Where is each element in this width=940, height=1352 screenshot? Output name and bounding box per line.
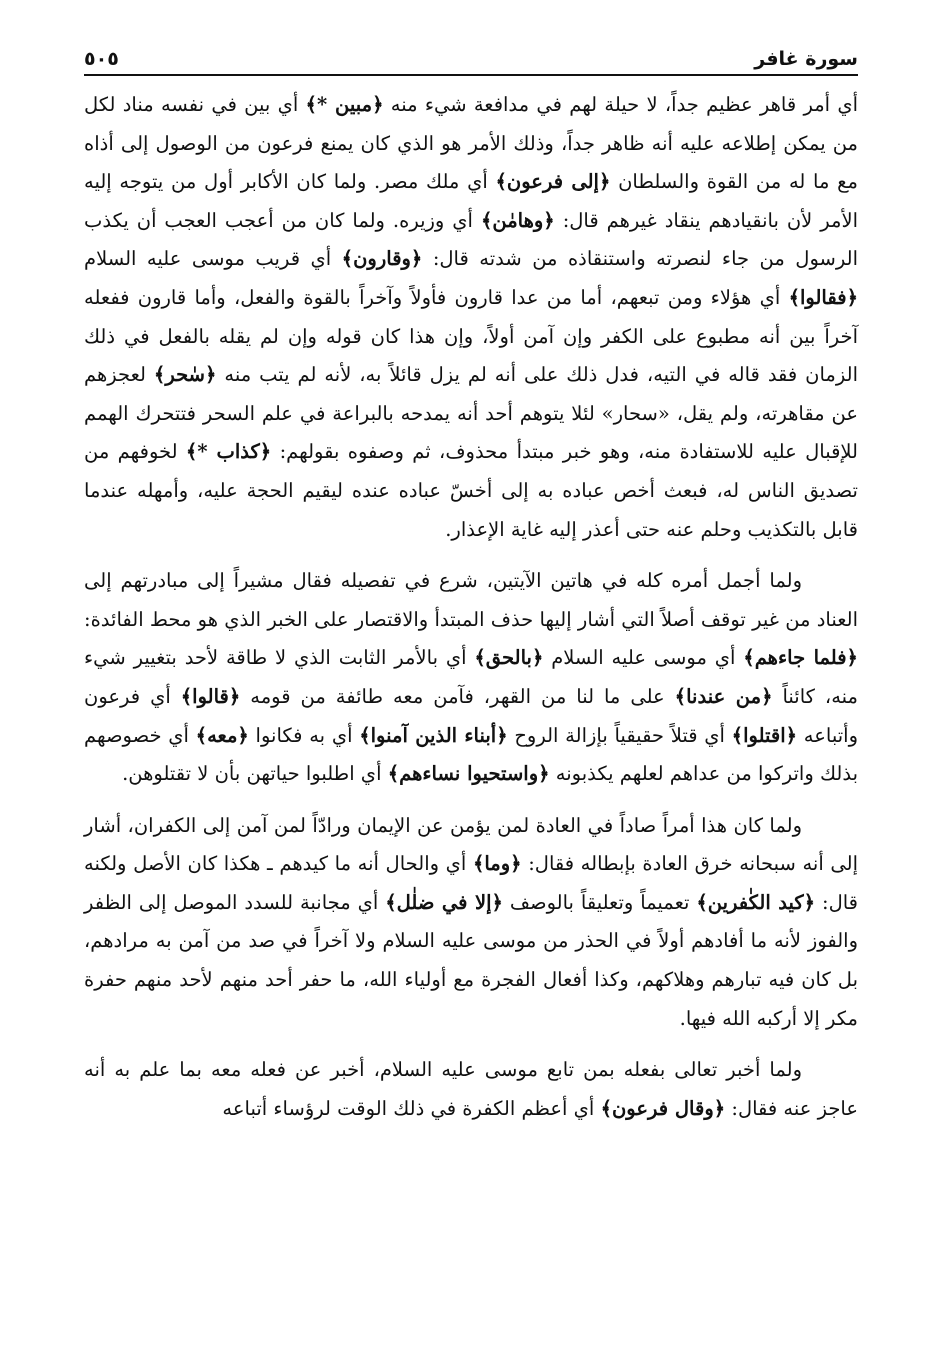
commentary-text: على ما لنا من القهر، فآمن معه طائفة من قومه [240, 684, 675, 708]
quran-quote: ﴿من عندنا﴾ [674, 684, 773, 708]
commentary-text: أي اطلبوا حياتهن بأن لا تقتلوهن. [122, 762, 388, 786]
commentary-text: ولما كان هذا أمراً صاداً في العادة لمن يؤمن عن الإيمان ورادّاً لمن آمن إلى الكفران، أشار إلى أنه سبحانه خرق العادة بإبطاله فقال: [84, 813, 858, 876]
paragraph [84, 1051, 858, 1128]
book-page [84, 40, 858, 1128]
quran-quote: ﴿سٰحر﴾ [153, 363, 217, 387]
quran-quote: ﴿إلى فرعون﴾ [495, 170, 611, 194]
quran-quote: ﴿وقارون﴾ [341, 247, 423, 271]
quran-quote: ﴿اقتلوا﴾ [731, 723, 798, 747]
quran-quote: ﴿وهامٰن﴾ [480, 208, 555, 232]
quran-quote: ﴿كذاب *﴾ [185, 440, 272, 464]
quran-quote: ﴿معه﴾ [195, 723, 249, 747]
commentary-text: أي وزيره. ولما كان من أعجب العجب أن يكذب الرسول من جاء لنصرته واستنقاذه من شدته قال: [84, 208, 858, 271]
commentary-text: أي أعظم الكفرة في ذلك الوقت لرؤساء أتباعه [222, 1096, 601, 1120]
commentary-text: ولما أخبر تعالى بفعله بمن تابع موسى عليه السلام، أخبر عن فعله معه بما علم به أنه عاجز عنه فقال: [84, 1058, 858, 1120]
paragraph [84, 562, 858, 794]
quran-quote: ﴿بالحق﴾ [474, 646, 544, 670]
page-number: ٥٠٥ [84, 48, 119, 70]
commentary-text: أي بالأمر الثابت الذي لا طاقة لأحد بتغيير شيء منه، كائناً [84, 646, 858, 708]
page-body [84, 86, 858, 1128]
commentary-text: لعجزهم عن مقاهرته، ولم يقل، «سحار» لئلا يتوهم أحد أنه يمدحه بالبراعة في علم السحر فتتحرك الهمم للإقبال عليه للاستفادة منه، وهو خبر مبتدأ محذوف، ثم وصفوه بقولهم: [84, 363, 858, 464]
commentary-text: أي ملك مصر. ولما كان الأكابر أول من يتوجه إليه الأمر لأن بانقيادهم ينقاد غيرهم قال: [84, 170, 858, 232]
quran-quote: ﴿فقالوا﴾ [788, 285, 858, 309]
commentary-text: لخوفهم من تصديق الناس له، فبعث أخص عباده به إلى أخسّ عباده عنده ليقيم الحجة عليه، وأمهله عندما قابل بالتكذيب وحلم عنه حتى أعذر إليه غاية الإعذار. [84, 440, 858, 541]
commentary-text: تعميماً وتعليقاً بالوصف [502, 890, 697, 914]
commentary-text: أي قتلاً حقيقياً بإزالة الروح [507, 723, 732, 747]
quran-quote: ﴿أبناء الذين آمنوا﴾ [359, 723, 508, 747]
commentary-text: أي بين في نفسه مناد لكل من يمكن إطلاعه عليه أنه ظاهر جداً، وذلك الأمر هو الذي كان يمنع فرعون من الوصول إلى أذاه مع ما له من القوة والسلطان [84, 93, 858, 194]
quran-quote: ﴿إلا في ضلٰل﴾ [385, 890, 503, 914]
commentary-text: ولما أجمل أمره كله في هاتين الآيتين، شرع في تفصيله فقال مشيراً إلى مبادرتهم إلى العناد من غير توقف أصلاً التي أشار إليها حذف المبتدأ والاقتصار على الخبر الذي هو محط الفائدة: [84, 569, 858, 631]
commentary-text: أي به فكانوا [248, 723, 360, 747]
commentary-text: أي خصوصهم بذلك واتركوا من عداهم لعلهم يكذبونه [84, 723, 858, 786]
quran-quote: ﴿قالوا﴾ [180, 684, 241, 708]
quran-quote: ﴿واستحيوا نساءهم﴾ [387, 762, 550, 786]
quran-quote: ﴿كيد الكٰفرين﴾ [696, 890, 816, 914]
paragraph [84, 807, 858, 1039]
quran-quote: ﴿فلما جاءهم﴾ [743, 646, 858, 670]
commentary-text: أي فرعون وأتباعه [84, 684, 858, 747]
quran-quote: ﴿وما﴾ [472, 852, 522, 876]
commentary-text: أي موسى عليه السلام [543, 646, 744, 670]
page-header [84, 40, 858, 76]
commentary-text: أي مجانبة للسدد الموصل إلى الظفر والفوز لأنه ما أفادهم أولاً في الحذر من موسى عليه السلام ولا آخراً في صد من آمن به مرادهم، بل كان فيه تبارهم وهلاكهم، وكذا أفعال الفجرة مع أولياء الله، ما حفر أحد منهم لأحد منهم حفرة مكر إلا أركبه الله فيها. [84, 890, 858, 1030]
surah-title: سورة غافر [754, 48, 858, 70]
paragraph [84, 86, 858, 549]
quran-quote: ﴿وقال فرعون﴾ [600, 1096, 726, 1120]
commentary-text: أي قريب موسى عليه السلام [84, 247, 342, 271]
commentary-text: أي هؤلاء ومن تبعهم، أما من عدا قارون فأولاً وآخراً بالقوة والفعل، وأما قارون ففعله آخراً بين أنه مطبوع على الكفر وإن آمن أولاً، وإن هذا كان قوله وإن لم يقله بالفعل في ذلك الزمان فقد قاله في التيه، فدل ذلك على أنه لم يزل قائلاً به، لأنه لم يتب منه [84, 285, 858, 387]
commentary-text: أي والحال أنه ما كيدهم ـ هكذا كان الأصل ولكنه قال: [84, 852, 859, 914]
quran-quote: ﴿مبين *﴾ [305, 93, 384, 116]
commentary-text: أي أمر قاهر عظيم جداً، لا حيلة لهم في مدافعة شيء منه [383, 93, 858, 116]
